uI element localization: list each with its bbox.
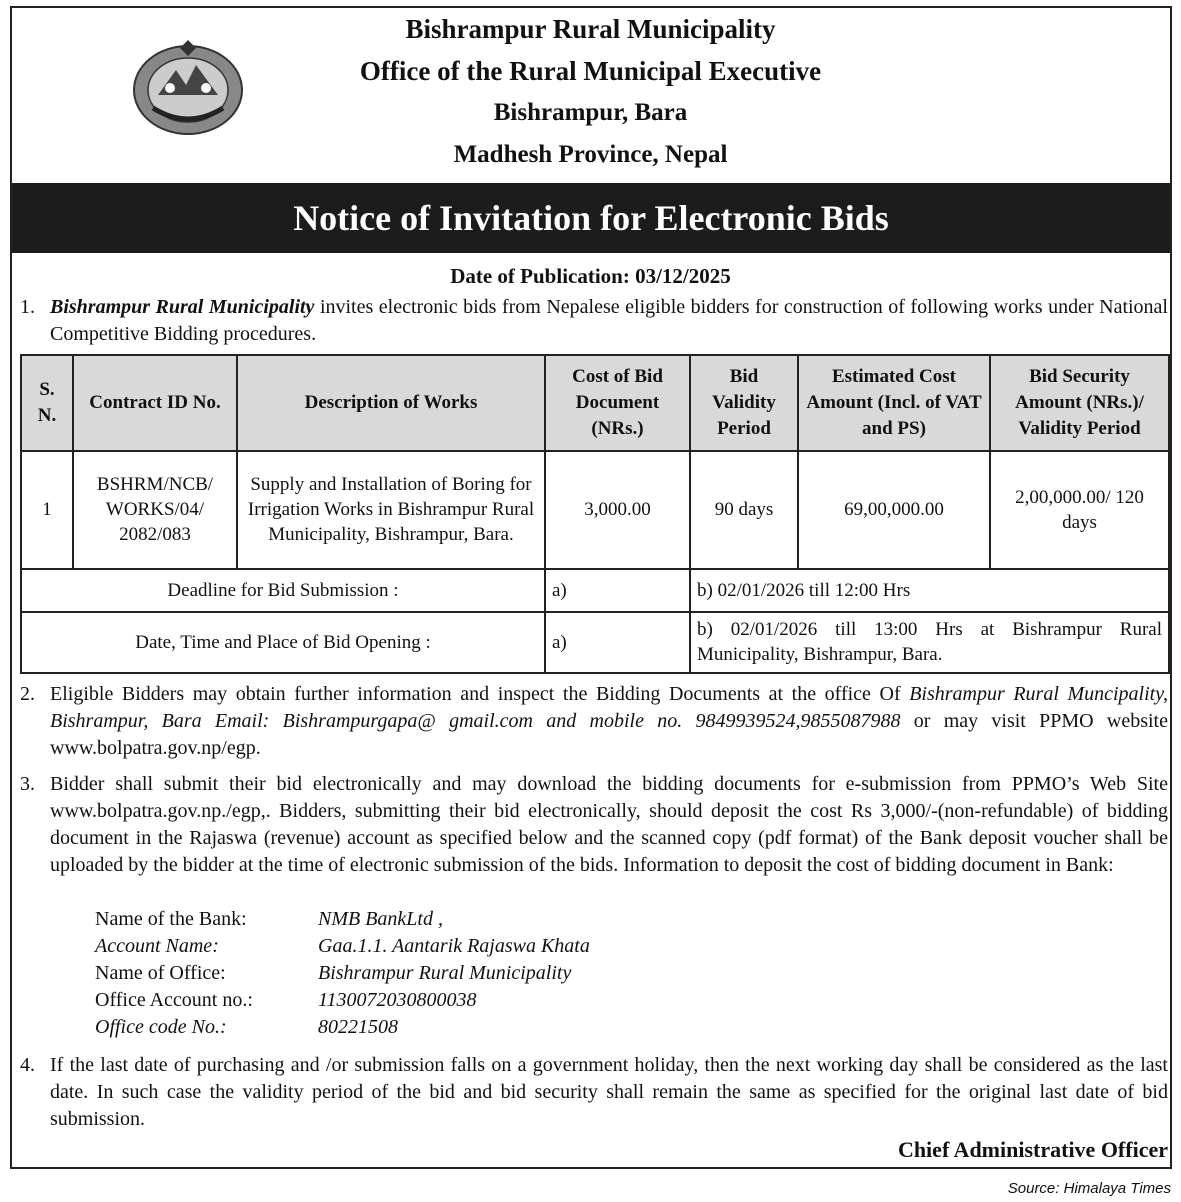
deadline-a: a): [545, 569, 690, 611]
signature: Chief Administrative Officer: [897, 1137, 1168, 1162]
bank-label: Office code No.:: [95, 1016, 227, 1038]
clause-number: 3.: [20, 773, 35, 795]
header-security: Bid Security Amount (NRs.)/ Validity Period: [990, 355, 1169, 451]
office-name: Office of the Rural Municipal Executive: [359, 56, 822, 86]
province: Madhesh Province, Nepal: [453, 141, 728, 168]
header-sn: S. N.: [21, 355, 73, 451]
clause-text: If the last date of purchasing and /or submission falls on a government holiday, then the next working day shall be considered as the last date. In such case the validity period of the bid and bid security shall remain the same as specified for the original last date of bid submission.: [50, 1054, 1168, 1130]
bid-table: [20, 354, 1170, 674]
bank-row: [95, 960, 571, 987]
opening-row: [21, 612, 1169, 673]
header-description: Description of Works: [237, 355, 545, 451]
clause-2: [20, 681, 1168, 762]
cell-description: Supply and Installation of Boring for Irrigation Works in Bishrampur Rural Municipality, Bishrampur, Bara.: [237, 451, 545, 570]
clause-text: Bidder shall submit their bid electronically and may download the bidding documents for e-submission from PPMO’s Web Site www.bolpatra.gov.np./egp,. Bidders, submitting their bid electronically, should deposit the cost Rs 3,000/-(non-refundable) of bidding document in the Rajaswa (revenue) account as specified below and the scanned copy (pdf format) of the Bank deposit voucher shall be uploaded by the bidder at the time of electronic submission of the bids. Information to deposit the cost of bidding document in Bank:: [50, 773, 1168, 876]
deadline-b: b) 02/01/2026 till 12:00 Hrs: [690, 569, 1169, 611]
clause-1: [20, 294, 1168, 348]
header-validity: Bid Validity Period: [690, 355, 798, 451]
contact-info: Bishrampur Rural Muncipality, Bishrampur, Bara Email: Bishrampurgapa@ gmail.com and mobile no. 9849939524,9855087988: [50, 683, 1168, 732]
clause-text-end: or may visit PPMO website www.bolpatra.gov.np/egp.: [50, 710, 1168, 759]
opening-b: b) 02/01/2026 till 13:00 Hrs at Bishrampur Rural Municipality, Bishrampur, Bara.: [690, 612, 1169, 673]
municipality-name: Bishrampur Rural Municipality: [405, 14, 776, 44]
clause-number: 2.: [20, 683, 35, 705]
clause-org: Bishrampur Rural Municipality: [50, 296, 315, 318]
clause-number: 1.: [20, 296, 35, 318]
cell-sn: 1: [21, 451, 73, 570]
office-location: Bishrampur, Bara: [493, 99, 688, 126]
clause-number: 4.: [20, 1054, 35, 1076]
table-row: [21, 451, 1169, 570]
header-estimate: Estimated Cost Amount (Incl. of VAT and PS): [798, 355, 990, 451]
bank-label: Account Name:: [95, 935, 219, 957]
source-credit: Source: Himalaya Times: [1007, 1180, 1171, 1197]
bank-row: [95, 1014, 398, 1041]
bank-row: [95, 933, 590, 960]
bank-value: 80221508: [318, 1016, 398, 1038]
cell-validity: 90 days: [690, 451, 798, 570]
bank-label: Name of the Bank:: [95, 908, 247, 930]
cell-security: 2,00,000.00/ 120 days: [990, 451, 1169, 570]
bank-value: Gaa.1.1. Aantarik Rajaswa Khata: [318, 935, 590, 957]
bank-row: [95, 987, 477, 1014]
header-cost: Cost of Bid Document (NRs.): [545, 355, 690, 451]
bank-value: NMB BankLtd ,: [318, 908, 443, 930]
clause-text: Eligible Bidders may obtain further information and inspect the Bidding Documents at the office Of: [50, 683, 910, 705]
clause-4: [20, 1052, 1168, 1133]
opening-label: Date, Time and Place of Bid Opening :: [21, 612, 545, 673]
notice-title: Notice of Invitation for Electronic Bids: [12, 183, 1170, 253]
bank-value: 1130072030800038: [318, 989, 477, 1011]
bank-label: Office Account no.:: [95, 989, 253, 1011]
publication-date: Date of Publication: 03/12/2025: [450, 264, 731, 288]
bank-row: [95, 906, 443, 933]
bank-label: Name of Office:: [95, 962, 226, 984]
deadline-row: [21, 569, 1169, 611]
header-contract: Contract ID No.: [73, 355, 237, 451]
cell-cost: 3,000.00: [545, 451, 690, 570]
clause-3: [20, 771, 1168, 879]
cell-contract: BSHRM/NCB/ WORKS/04/ 2082/083: [73, 451, 237, 570]
opening-a: a): [545, 612, 690, 673]
cell-estimate: 69,00,000.00: [798, 451, 990, 570]
deadline-label: Deadline for Bid Submission :: [21, 569, 545, 611]
bank-value: Bishrampur Rural Municipality: [318, 962, 572, 984]
clause-text: invites electronic bids from Nepalese eligible bidders for construction of following works under National Competitive Bidding procedures.: [50, 296, 1168, 345]
